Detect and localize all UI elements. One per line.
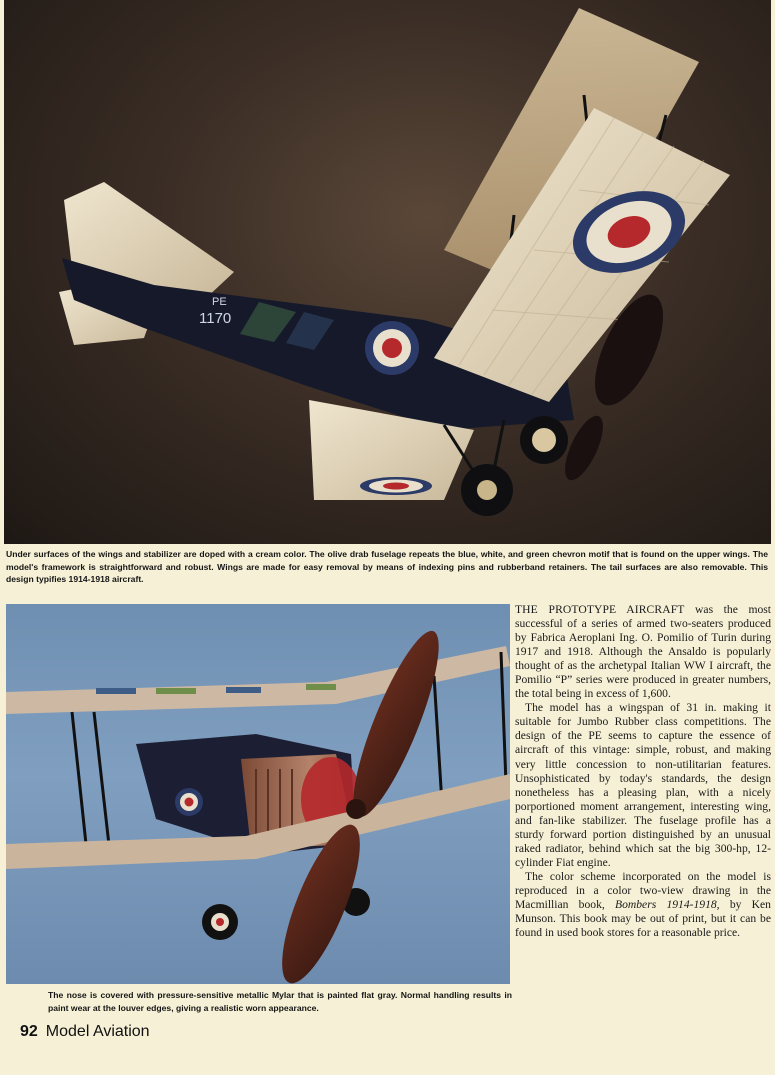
article-paragraph-1: THE PROTOTYPE AIRCRAFT was the most successful of a series of armed two-seaters produced by Fabrica Aeroplani Ing. O. Pomilio of Turin during 1917 and 1918. Although the Ansaldo is popularly thought of as the archetypal Italian WW I aircraft, the Pomilio “P” series were produced in greater numbers, the total being in excess of 1,600. <box>515 603 772 701</box>
top-caption: Under surfaces of the wings and stabilizer are doped with a cream color. The olive drab fuselage repeats the blue, white, and green chevron motif that is found on the upper wings. The model's framework is straightforward and robust. Wings are made for easy removal by means of indexing pins and rubberband retainers. The tail surfaces are also removable. This design typifies 1914-1918 aircraft. <box>6 549 768 584</box>
publication-name: Model Aviation <box>45 1023 150 1040</box>
serial-number: 1170 <box>199 310 232 327</box>
top-photo <box>4 0 771 544</box>
bottom-caption: The nose is covered with pressure-sensitive metallic Mylar that is painted flat gray. Normal handling results in paint wear at the louver edges, giving a realistic worn appearance. <box>48 990 512 1013</box>
book-title: Bombers 1914-1918, <box>615 897 720 911</box>
fuselage-marking: PE <box>212 296 227 308</box>
article-lead-in: THE PROTOTYPE AIRCRAFT <box>515 603 685 616</box>
airplane-illustration-top <box>4 0 771 544</box>
page-footer <box>20 1023 150 1041</box>
article-paragraph-2: The model has a wingspan of 31 in. making it suitable for Jumbo Rubber class competitions. The design of the PE seems to capture the essence of aircraft of this vintage: simple, robust, and making very little concession to non-utilitarian features. Unsophisticated by today's standards, the design nonetheless has a pleasing plan, with a nicely porportioned moment arrangement, interesting wing, and fan-like stabilizer. The fuselage profile has a sturdy forward portion distinguished by an unusual raked radiator, behind which sat the big 300-hp, 12-cylinder Fiat engine. <box>515 701 771 869</box>
bottom-photo <box>6 604 510 984</box>
article-paragraph-3: The color scheme incorporated on the model is reproduced in a color two-view drawing in the Macmillian book, Bombers 1914-1918, by Ken Munson. This book may be out of print, but it can be found in used book stores for a reasonable price. <box>515 869 771 940</box>
page-number: 92 <box>20 1023 38 1040</box>
article-body <box>515 603 771 940</box>
airplane-illustration-bottom <box>6 604 510 984</box>
